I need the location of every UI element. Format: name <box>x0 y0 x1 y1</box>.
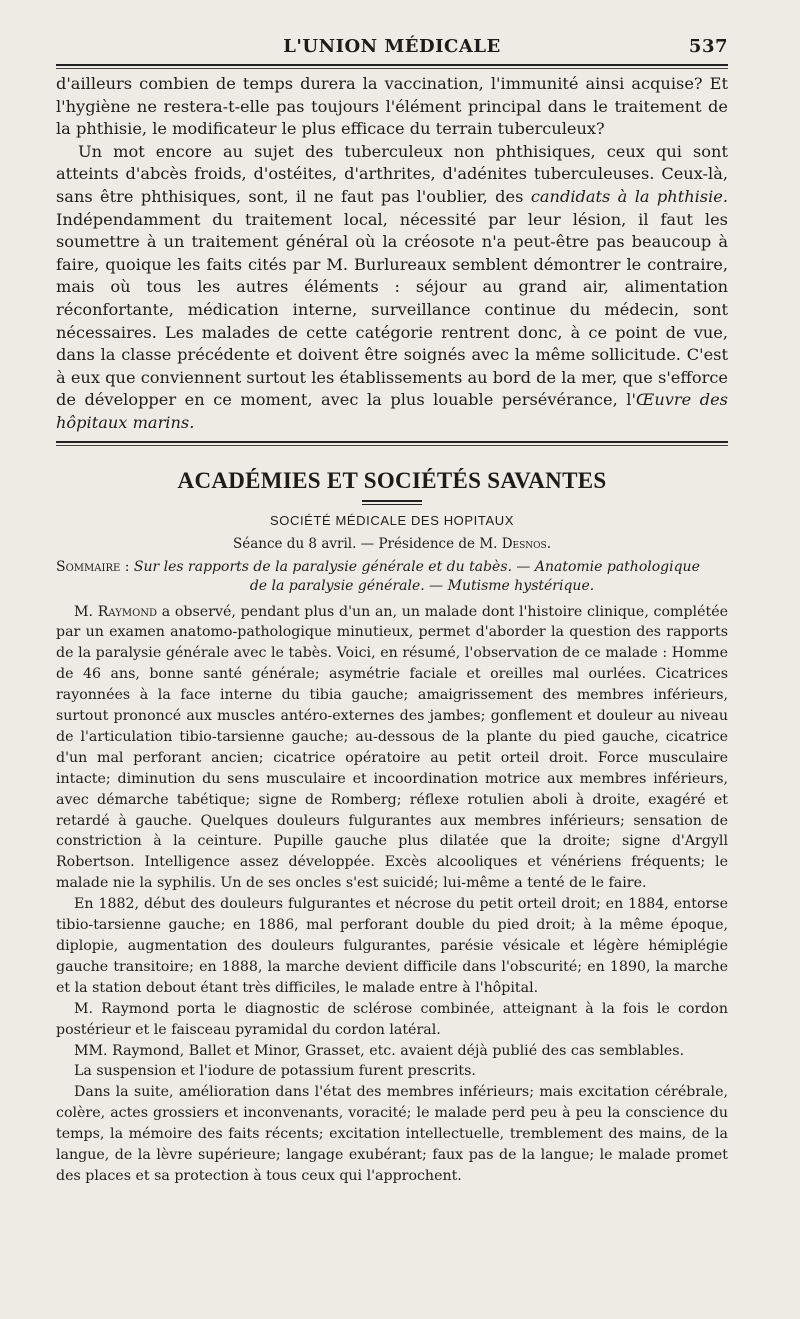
summary-label: Sommaire <box>56 558 121 575</box>
page-header <box>56 30 728 64</box>
speaker-name: M. Raymond <box>74 603 158 620</box>
summary <box>56 558 728 596</box>
intro-paragraph-1: d'ailleurs combien de temps durera la vaccination, l'immunité ainsi acquise? Et l'hygiène ne restera-t-elle pas toujours l'élément principal dans le traitement de la phthisie, le modificateur le plus efficace du terrain tuberculeux? <box>56 74 728 139</box>
section-title: ACADÉMIES ET SOCIÉTÉS SAVANTES <box>177 467 607 493</box>
intro-p2-italic-candidats: candidats à la phthisie. <box>530 186 729 206</box>
body-paragraph-2: En 1882, début des douleurs fulgurantes et nécrose du petit orteil droit; en 1884, entorse tibio-tarsienne gauche; en 1886, mal perforant double du pied droit; à la même époque, diplopie, augmentation des douleurs fulgurantes, parésie vésicale et légère hémiplégie gauche transitoire; en 1888, la marche devient difficile dans l'obscurité; en 1890, la marche et la station debout étant très difficiles, le malade entre à l'hôpital. <box>56 896 728 996</box>
intro-paragraph-2 <box>56 141 728 435</box>
intro-p2-text-b: Indépendamment du traitement local, nécessité par leur lésion, il faut les soumettre à un traitement général où la créosote n'a peut-être pas beaucoup à faire, quoique les faits cités par M. Burlureaux semblent démontrer le contraire, mais où tous les autres éléments : séjour au grand air, alimentation réconfortante, médication interne, surveillance continue du médecin, sont nécessaires. Les malades de cette catégorie rentrent donc, à ce point de vue, dans la classe précédente et doivent être soignés avec la même sollicitude. C'est à eux que conviennent surtout les établissements au bord de la mer, que s'efforce de développer en ce moment, avec la plus louable persévérance, <box>56 209 728 410</box>
seance-text: Séance du 8 avril. — Présidence de M. <box>232 535 502 552</box>
president-name: Desnos <box>501 535 547 552</box>
intro-p2-text-a: Un mot encore au sujet des tuberculeux non phthisiques, ceux qui sont atteints d'abcès froids, d'ostéites, d'arthrites, d'adénites tuberculeuses. Ceux-là, sans être phthisiques, sont, il ne faut pas l'oublier, des <box>56 141 728 206</box>
report-body <box>56 602 728 1187</box>
body-paragraph-4: MM. Raymond, Ballet et Minor, Grasset, etc. avaient déjà publié des cas semblables. <box>74 1042 685 1059</box>
society-name: SOCIÉTÉ MÉDICALE DES HOPITAUX <box>270 512 514 528</box>
page-content <box>56 30 728 1187</box>
seance-end: . <box>546 535 551 552</box>
summary-line-1: Sur les rapports de la paralysie générale et du tabès. — Anatomie pathologique <box>133 558 700 575</box>
header-rule <box>56 64 728 69</box>
section-title-rule <box>362 500 422 505</box>
body-paragraph-5: La suspension et l'iodure de potassium furent prescrits. <box>74 1063 476 1080</box>
intro-p2-italic-oeuvre: Œuvre des hôpitaux marins. <box>56 390 728 432</box>
summary-line-2: de la paralysie générale. — Mutisme hystérique. <box>249 577 595 594</box>
intro-text <box>56 73 728 435</box>
page-number: 537 <box>688 36 728 57</box>
body-paragraph-1 <box>56 602 728 895</box>
running-title: L'UNION MÉDICALE <box>283 36 501 57</box>
body-paragraph-1-text: a observé, pendant plus d'un an, un malade dont l'histoire clinique, complétée par un examen anatomo-pathologique minutieux, permet d'aborder la question des rapports de la paralysie générale avec le tabès. Voici, en résumé, l'observation de ce malade : Homme de 46 ans, bonne santé générale; asymétrie faciale et oreilles mal ourlées. Cicatrices rayonnées à la face interne du tibia gauche; amaigrissement des membres inférieurs, surtout prononcé aux muscles antéro-externes des jambes; gonflement et douleur au niveau de l'articulation tibio-tarsienne gauche; au-dessous de la plante du pied gauche, cicatrice d'un mal perforant ancien; cicatrice opératoire au petit orteil droit. Force musculaire intacte; diminution du sens musculaire et incoordination motrice aux membres inférieurs, avec démarche tabétique; signe de Romberg; réflexe rotulien aboli à droite, exagéré et retardé à gauche. Quelques douleurs fulgurantes aux membres inférieurs; sensation de constriction à la ceinture. Pupille gauche plus dilatée que la droite; signe d'Argyll Robertson. Intelligence assez développée. Excès alcooliques et vénériens fréquents; le malade nie la syphilis. Un de ses oncles s'est suicidé; lui-même a tenté de le faire. <box>56 603 728 892</box>
summary-sep: : <box>120 558 134 575</box>
seance-line <box>56 536 728 552</box>
body-paragraph-6: Dans la suite, amélioration dans l'état des membres inférieurs; mais excitation cérébrale, colère, actes grossiers et inconvenants, voracité; le malade perd peu à peu la conscience du temps, la mémoire des faits récents; excitation intellectuelle, tremblement des mains, de la langue, de la lèvre supérieure; langage exubérant; faux pas de la langue; le malade promet des places et sa protection à tous ceux qui l'approchent. <box>56 1084 728 1184</box>
body-paragraph-3: M. Raymond porta le diagnostic de sclérose combinée, atteignant à la fois le cordon postérieur et le faisceau pyramidal du cordon latéral. <box>56 1000 728 1038</box>
section-separator <box>56 441 728 446</box>
intro-p2-article: l' <box>626 390 636 410</box>
